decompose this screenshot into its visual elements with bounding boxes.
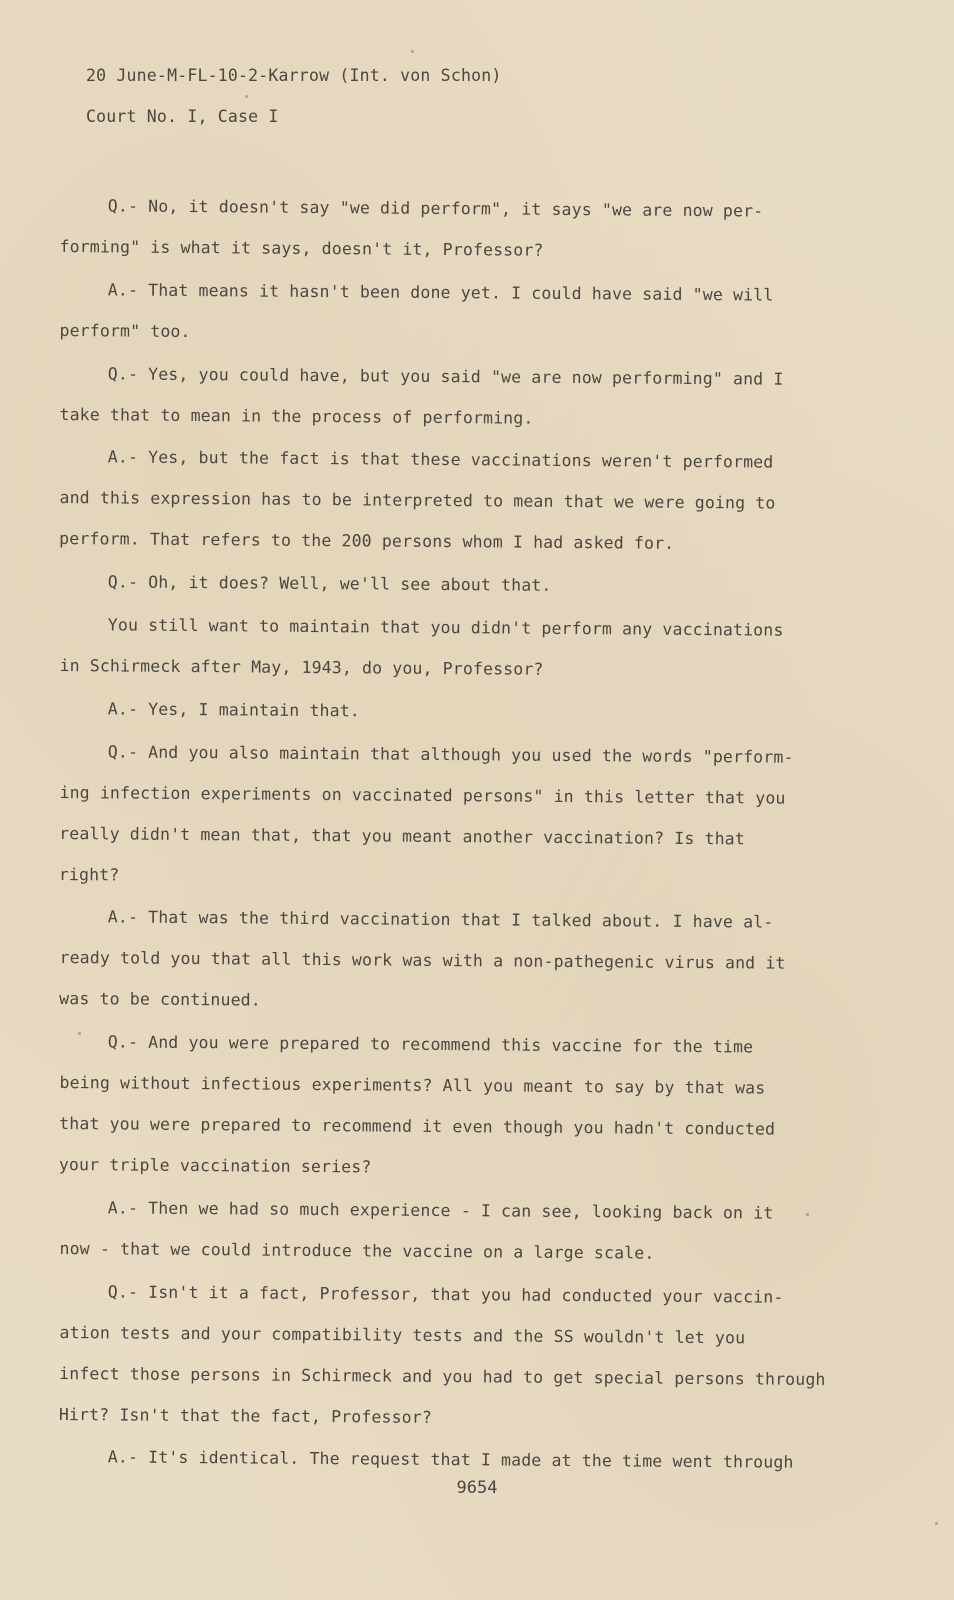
transcript-paragraph	[59, 897, 860, 1026]
transcript-line: right?	[58, 864, 120, 884]
transcript-line: that you were prepared to recommend it even though you hadn't conducted	[59, 1113, 776, 1139]
transcript-paragraph	[59, 354, 860, 442]
page-number: 9654	[456, 1478, 498, 1498]
transcript-paragraph	[59, 605, 860, 693]
transcript-paragraph	[59, 270, 860, 358]
transcript-line: Q.- Oh, it does? Well, we'll see about that.	[107, 572, 552, 596]
paper-speck	[245, 95, 248, 98]
transcript-line: take that to mean in the process of performing.	[59, 404, 534, 428]
transcript-paragraph	[59, 1022, 860, 1192]
transcript-line: ation tests and your compatibility tests and the SS wouldn't let you	[59, 1322, 746, 1347]
transcript-line: perform" too.	[59, 320, 191, 341]
header-session-line: 20 June-M-FL-10-2-Karrow (Int. von Schon)	[86, 66, 502, 85]
transcript-line: now - that we could introduce the vaccine on a large scale.	[59, 1238, 655, 1263]
transcript-line: Q.- No, it doesn't say "we did perform", it says "we are now per-	[107, 196, 764, 221]
paper-speck	[78, 1032, 81, 1035]
transcript-line: forming" is what it says, doesn't it, Professor?	[59, 236, 544, 260]
transcript-paragraph	[59, 1188, 860, 1276]
transcript-line: being without infectious experiments? All you meant to say by that was	[59, 1073, 766, 1098]
transcript-line: perform. That refers to the 200 persons whom I had asked for.	[59, 529, 675, 554]
transcript-line: ing infection experiments on vaccinated persons" in this letter that you	[59, 782, 786, 808]
transcript-line: A.- Yes, I maintain that.	[107, 699, 361, 721]
transcript-line: Q.- And you were prepared to recommend this vaccine for the time	[107, 1032, 754, 1057]
transcript-line: Hirt? Isn't that the fact, Professor?	[58, 1404, 433, 1427]
transcript-paragraph	[59, 437, 860, 566]
paper-speck	[411, 50, 414, 53]
transcript-paragraph	[59, 186, 860, 274]
transcript-line: in Schirmeck after May, 1943, do you, Professor?	[59, 655, 544, 679]
transcript-line: Q.- Yes, you could have, but you said "we are now performing" and I	[107, 364, 784, 389]
transcript-body	[60, 186, 860, 1480]
transcript-paragraph	[60, 562, 860, 609]
transcript-line: and this expression has to be interpreted to mean that we were going to	[59, 488, 776, 513]
transcript-line: Q.- Isn't it a fact, Professor, that you had conducted your vaccin-	[107, 1281, 784, 1307]
paper-speck	[935, 1522, 938, 1525]
transcript-line: A.- Yes, but the fact is that these vaccinations weren't performed	[107, 447, 774, 473]
transcript-line: A.- That was the third vaccination that I talked about. I have al-	[107, 907, 774, 933]
transcript-paragraph	[59, 1272, 860, 1442]
transcript-line: A.- It's identical. The request that I made at the time went through	[107, 1447, 794, 1472]
transcript-line: infect those persons in Schirmeck and you had to get special persons through	[59, 1363, 826, 1389]
transcript-line: was to be continued.	[59, 989, 261, 1010]
transcript-line: A.- That means it hasn't been done yet. I could have said "we will	[107, 280, 774, 305]
transcript-paragraph	[60, 689, 860, 736]
transcript-line: Q.- And you also maintain that although you used the words "perform-	[107, 742, 794, 767]
transcript-line: your triple vaccination series?	[58, 1154, 372, 1177]
paper-speck	[806, 1213, 809, 1216]
transcript-line: A.- Then we had so much experience - I can see, looking back on it	[107, 1198, 774, 1223]
transcript-line: really didn't mean that, that you meant another vaccination? Is that	[59, 823, 745, 848]
transcript-line: ready told you that all this work was with a non-pathegenic virus and it	[59, 948, 786, 974]
transcript-line: You still want to maintain that you didn't perform any vaccinations	[107, 615, 784, 640]
transcript-paragraph	[59, 732, 860, 902]
header-court-line: Court No. I, Case I	[86, 107, 279, 126]
